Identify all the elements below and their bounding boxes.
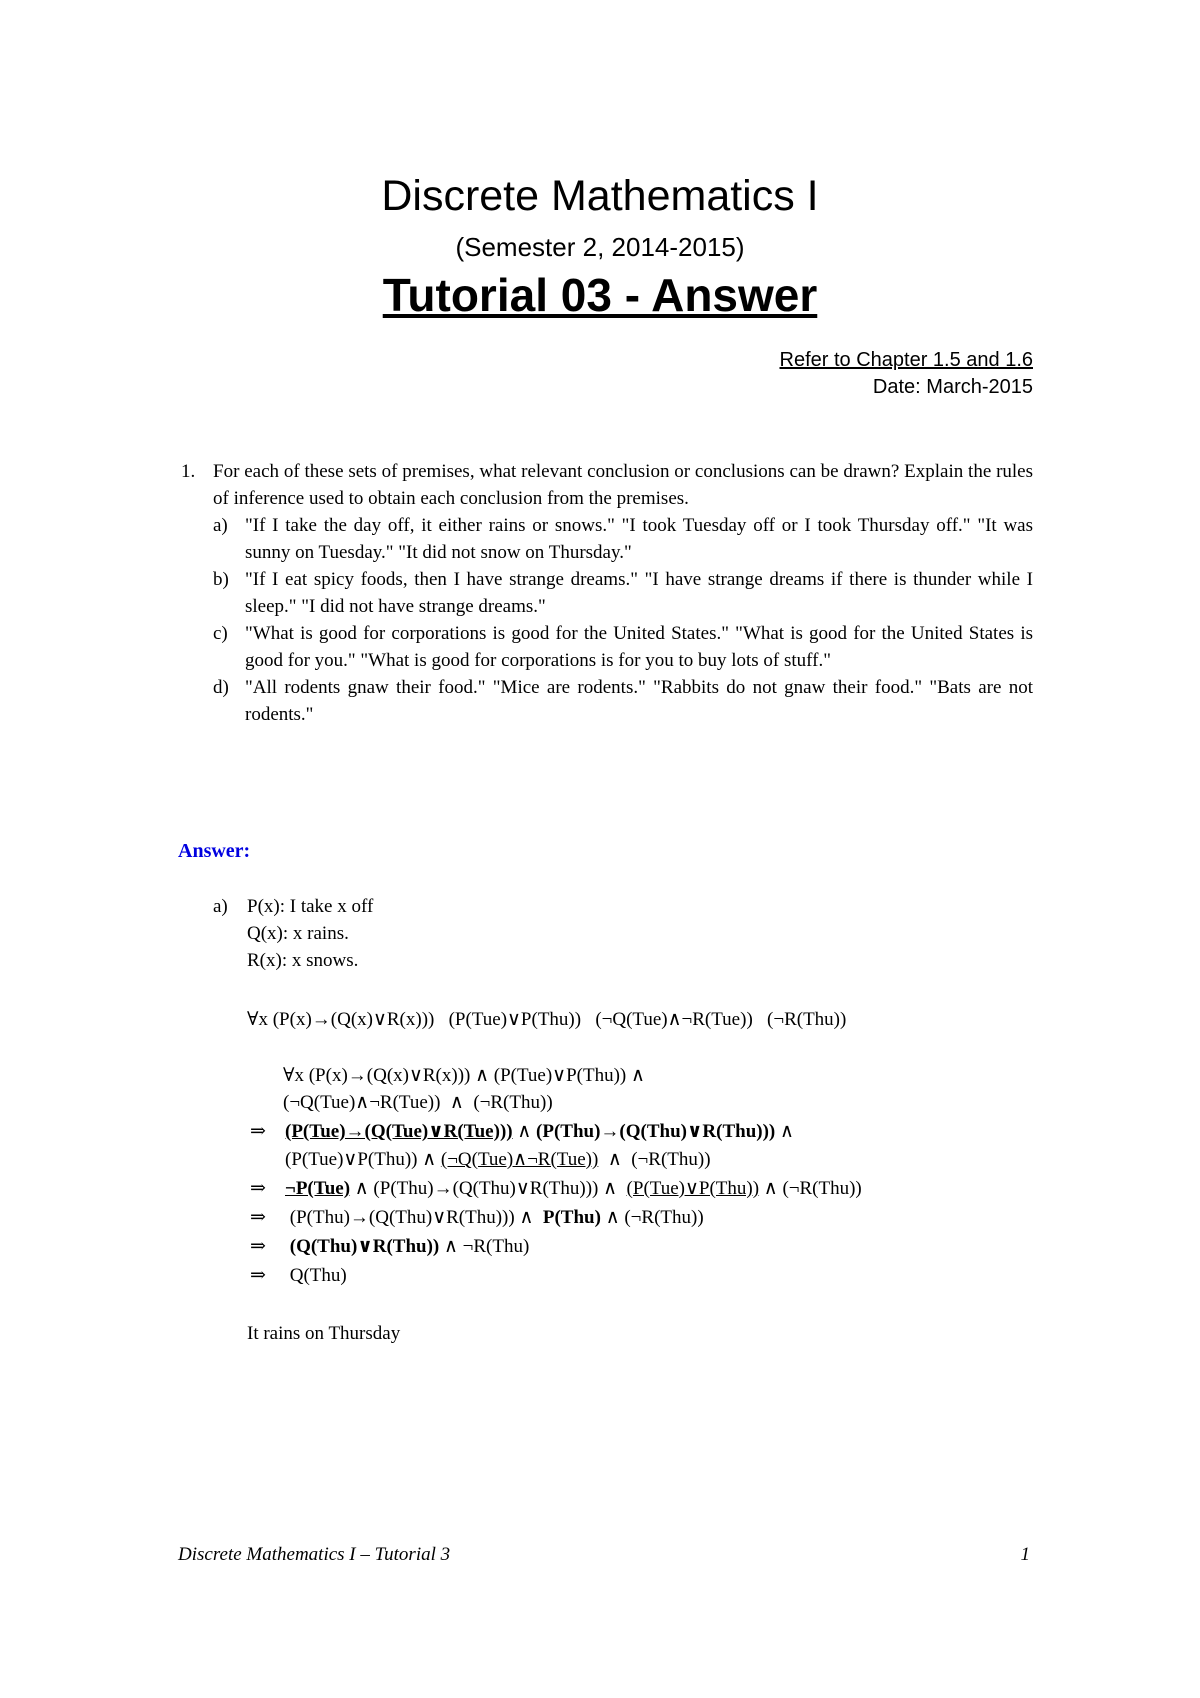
premise-text: "If I eat spicy foods, then I have strange dreams." "I have strange dreams if there is thunder while I sleep." "I did not have strange dreams." xyxy=(245,569,1033,617)
formula-segment: (Q(Thu)∨R(Thu)) xyxy=(285,1236,440,1257)
premise-set-b xyxy=(213,566,1033,620)
tutorial-title: Tutorial 03 - Answer xyxy=(382,269,818,321)
answer-heading: Answer: xyxy=(178,840,251,862)
premise-label: d) xyxy=(213,677,229,698)
premise-label: c) xyxy=(213,623,228,644)
formula-segment: (P(Tue)∨P(Thu)) ∧ xyxy=(285,1149,441,1170)
implies-arrow: ⇒ xyxy=(250,1121,266,1142)
definition-q: Q(x): x rains. xyxy=(247,923,349,944)
modus-tollens-line xyxy=(285,1175,862,1202)
footer-title: Discrete Mathematics I – Tutorial 3 xyxy=(178,1544,451,1565)
instantiation-line-1 xyxy=(285,1118,794,1145)
conjunction-line-2: (¬Q(Tue)∧¬R(Tue)) ∧ (¬R(Thu)) xyxy=(283,1092,553,1113)
premise-set-c xyxy=(213,620,1033,674)
formula-segment: ∧ (¬R(Thu)) xyxy=(598,1149,711,1170)
question-text: For each of these sets of premises, what relevant conclusion or conclusions can be drawn? Explain the rules of inference used to obtain each conclusion from the premises. xyxy=(213,461,1033,509)
implies-arrow: ⇒ xyxy=(250,1236,266,1257)
premises-formula: ∀x (P(x)→(Q(x)∨R(x))) (P(Tue)∨P(Thu)) (¬Q(Tue)∧¬R(Tue)) (¬R(Thu)) xyxy=(247,1009,847,1030)
premise-label: b) xyxy=(213,569,229,590)
formula-segment: ¬P(Tue) xyxy=(285,1178,351,1199)
conclusion-text: It rains on Thursday xyxy=(247,1323,401,1344)
formula-segment: (P(Thu)→(Q(Thu)∨R(Thu))) xyxy=(536,1121,776,1142)
page-number: 1 xyxy=(1020,1544,1030,1565)
formula-segment: ∧ (¬R(Thu)) xyxy=(600,1207,704,1228)
implies-arrow: ⇒ xyxy=(250,1265,266,1286)
formula-segment: ∧ (¬R(Thu)) xyxy=(759,1178,862,1199)
definition-p: P(x): I take x off xyxy=(247,896,374,917)
tutorial-date: Date: March-2015 xyxy=(872,376,1033,398)
answer-part-label: a) xyxy=(213,896,228,917)
chapter-reference: Refer to Chapter 1.5 and 1.6 xyxy=(779,349,1033,371)
instantiation-line-2 xyxy=(285,1146,711,1173)
formula-segment: ∧ xyxy=(512,1121,537,1142)
formula-segment: (¬Q(Tue)∧¬R(Tue)) xyxy=(440,1149,599,1170)
modus-ponens-line xyxy=(285,1233,529,1260)
formula-segment: P(Thu) xyxy=(542,1207,601,1228)
premise-label: a) xyxy=(213,515,228,536)
formula-segment: ∧ ¬R(Thu) xyxy=(439,1236,530,1257)
question-number: 1. xyxy=(181,461,196,482)
formula-segment: (P(Tue)→(Q(Tue)∨R(Tue))) xyxy=(285,1121,513,1142)
implies-arrow: ⇒ xyxy=(250,1178,266,1199)
formula-segment: ∧ (P(Thu)→(Q(Thu)∨R(Thu))) ∧ xyxy=(350,1178,627,1199)
formula-segment: (P(Tue)∨P(Thu)) xyxy=(626,1178,760,1199)
formula-segment: ∧ xyxy=(775,1121,794,1142)
semester-subtitle: (Semester 2, 2014-2015) xyxy=(455,232,745,262)
premise-set-a xyxy=(213,512,1033,566)
conjunction-line-1: ∀x (P(x)→(Q(x)∨R(x))) ∧ (P(Tue)∨P(Thu)) ∧ xyxy=(283,1065,645,1086)
final-result-line: Q(Thu) xyxy=(285,1265,347,1286)
question-1 xyxy=(181,458,1033,728)
formula-segment: (P(Thu)→(Q(Thu)∨R(Thu))) ∧ xyxy=(285,1207,543,1228)
disjunctive-syllogism-line xyxy=(285,1204,704,1231)
course-title: Discrete Mathematics I xyxy=(381,172,819,220)
premise-text: "All rodents gnaw their food." "Mice are rodents." "Rabbits do not gnaw their food." "Bats are not rodents." xyxy=(245,677,1033,725)
premise-set-d xyxy=(213,674,1033,728)
premise-text: "What is good for corporations is good for the United States." "What is good for the United States is good for you." "What is good for corporations is for you to buy lots of stuff." xyxy=(245,623,1033,671)
premise-text: "If I take the day off, it either rains or snows." "I took Tuesday off or I took Thursday off." "It was sunny on Tuesday." "It did not snow on Thursday." xyxy=(245,515,1033,563)
implies-arrow: ⇒ xyxy=(250,1207,266,1228)
definition-r: R(x): x snows. xyxy=(247,950,359,971)
